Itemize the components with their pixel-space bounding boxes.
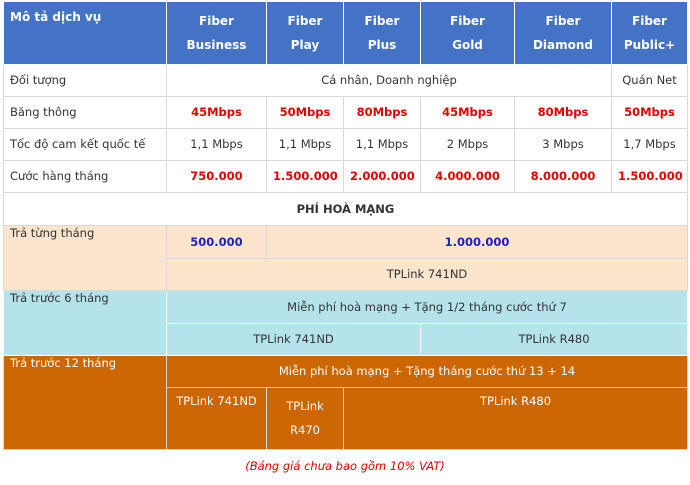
pay-12-device-b: TPLink R470 bbox=[267, 388, 344, 450]
header-plan-play: Fiber Play bbox=[267, 2, 344, 65]
monthly-value: 8.000.000 bbox=[515, 161, 612, 193]
target-public: Quán Net bbox=[612, 65, 688, 97]
header-plan-plus: Fiber Plus bbox=[344, 2, 421, 65]
monthly-value: 1.500.000 bbox=[267, 161, 344, 193]
pay-6-label: Trả trước 6 tháng bbox=[4, 291, 167, 356]
target-main: Cá nhân, Doanh nghiệp bbox=[167, 65, 612, 97]
fee-section-row bbox=[4, 193, 688, 226]
pay-12-device-c: TPLink R480 bbox=[344, 388, 688, 450]
bandwidth-row bbox=[4, 97, 688, 129]
intl-label: Tốc độ cam kết quốc tế bbox=[4, 129, 167, 161]
header-plan-public: Fiber Public+ bbox=[612, 2, 688, 65]
header-row bbox=[4, 2, 688, 65]
pay-monthly-row bbox=[4, 226, 688, 259]
pay-6-device-a: TPLink 741ND bbox=[167, 324, 421, 356]
intl-value: 1,1 Mbps bbox=[167, 129, 267, 161]
intl-value: 2 Mbps bbox=[421, 129, 515, 161]
pay-12-label: Trả trước 12 tháng bbox=[4, 356, 167, 450]
intl-value: 3 Mbps bbox=[515, 129, 612, 161]
intl-value: 1,7 Mbps bbox=[612, 129, 688, 161]
pay-12-device-a: TPLink 741ND bbox=[167, 388, 267, 450]
monthly-label: Cước hàng tháng bbox=[4, 161, 167, 193]
intl-value: 1,1 Mbps bbox=[344, 129, 421, 161]
pay-monthly-label: Trả từng tháng bbox=[4, 226, 167, 291]
header-plan-diamond: Fiber Diamond bbox=[515, 2, 612, 65]
pay-monthly-others: 1.000.000 bbox=[267, 226, 688, 259]
bandwidth-value: 45Mbps bbox=[421, 97, 515, 129]
pay-12-promo: Miễn phí hoà mạng + Tặng tháng cước thứ 13 + 14 bbox=[167, 356, 688, 388]
target-row bbox=[4, 65, 688, 97]
monthly-value: 2.000.000 bbox=[344, 161, 421, 193]
vat-note: (Bảng giá chưa bao gồm 10% VAT) bbox=[245, 459, 445, 473]
fee-section-title: PHÍ HOÀ MẠNG bbox=[4, 193, 688, 226]
monthly-value: 4.000.000 bbox=[421, 161, 515, 193]
pay-monthly-device: TPLink 741ND bbox=[167, 259, 688, 291]
bandwidth-value: 80Mbps bbox=[515, 97, 612, 129]
price-table bbox=[3, 1, 688, 450]
pay-12-row bbox=[4, 356, 688, 388]
monthly-value: 750.000 bbox=[167, 161, 267, 193]
bandwidth-value: 50Mbps bbox=[612, 97, 688, 129]
intl-row bbox=[4, 129, 688, 161]
bandwidth-label: Băng thông bbox=[4, 97, 167, 129]
pay-6-row bbox=[4, 291, 688, 324]
bandwidth-value: 80Mbps bbox=[344, 97, 421, 129]
pay-6-promo: Miễn phí hoà mạng + Tặng 1/2 tháng cước thứ 7 bbox=[167, 291, 688, 324]
header-plan-business: Fiber Business bbox=[167, 2, 267, 65]
monthly-row bbox=[4, 161, 688, 193]
monthly-value: 1.500.000 bbox=[612, 161, 688, 193]
target-label: Đối tượng bbox=[4, 65, 167, 97]
header-plan-gold: Fiber Gold bbox=[421, 2, 515, 65]
pay-monthly-business: 500.000 bbox=[167, 226, 267, 259]
bandwidth-value: 50Mbps bbox=[267, 97, 344, 129]
pay-6-device-b: TPLink R480 bbox=[421, 324, 688, 356]
intl-value: 1,1 Mbps bbox=[267, 129, 344, 161]
bandwidth-value: 45Mbps bbox=[167, 97, 267, 129]
header-desc: Mô tả dịch vụ bbox=[4, 2, 167, 65]
